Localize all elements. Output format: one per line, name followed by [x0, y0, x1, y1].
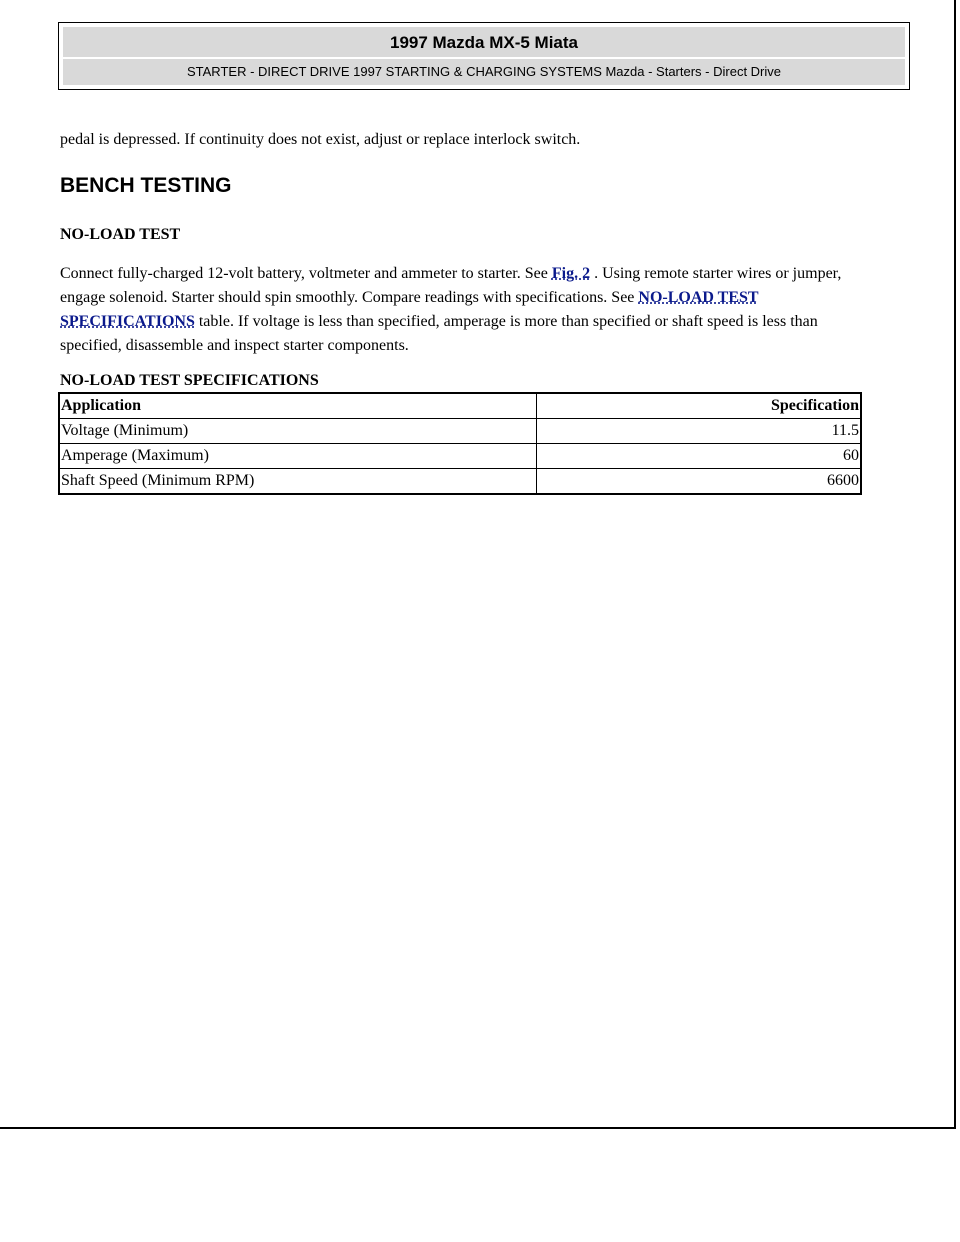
- column-header-specification: Specification: [537, 393, 862, 419]
- table-cell-specification: 11.5: [537, 419, 862, 444]
- page-header: [58, 22, 910, 90]
- subsection-heading: NO-LOAD TEST: [60, 226, 181, 243]
- table-cell-specification: 60: [537, 444, 862, 469]
- table-row: [59, 444, 861, 469]
- no-load-test-paragraph: [60, 262, 868, 358]
- paragraph-text-1: Connect fully-charged 12-volt battery, voltmeter and ammeter to starter. See: [60, 265, 552, 282]
- table-cell-application: Voltage (Minimum): [59, 419, 537, 444]
- table-cell-specification: 6600: [537, 469, 862, 495]
- no-load-specs-link[interactable]: NO-LOAD TEST SPECIFICATIONS: [60, 289, 759, 330]
- spec-table: [58, 392, 862, 495]
- paragraph-text-3: table. If voltage is less than specified, amperage is more than specified or shaft speed is less than specified, disassemble and inspect starter components.: [60, 313, 818, 354]
- table-row: [59, 469, 861, 495]
- table-row: [59, 419, 861, 444]
- table-cell-application: Amperage (Maximum): [59, 444, 537, 469]
- manual-subtitle: STARTER - DIRECT DRIVE 1997 STARTING & CHARGING SYSTEMS Mazda - Starters - Direct Drive: [186, 64, 782, 79]
- table-title: NO-LOAD TEST SPECIFICATIONS: [60, 372, 319, 389]
- column-header-application: Application: [59, 393, 537, 419]
- section-heading: BENCH TESTING: [60, 174, 232, 197]
- fig-2-link[interactable]: Fig. 2: [551, 265, 591, 282]
- intro-paragraph: pedal is depressed. If continuity does not exist, adjust or replace interlock switch.: [60, 131, 581, 148]
- page-header-inner: [63, 27, 905, 85]
- table-header-row: [59, 393, 861, 419]
- paragraph-text-2: . Using remote starter wires or jumper, engage solenoid. Starter should spin smoothly. Compare readings with specifications. See: [60, 265, 842, 306]
- table-cell-application: Shaft Speed (Minimum RPM): [59, 469, 537, 495]
- manual-title: 1997 Mazda MX-5 Miata: [63, 29, 905, 59]
